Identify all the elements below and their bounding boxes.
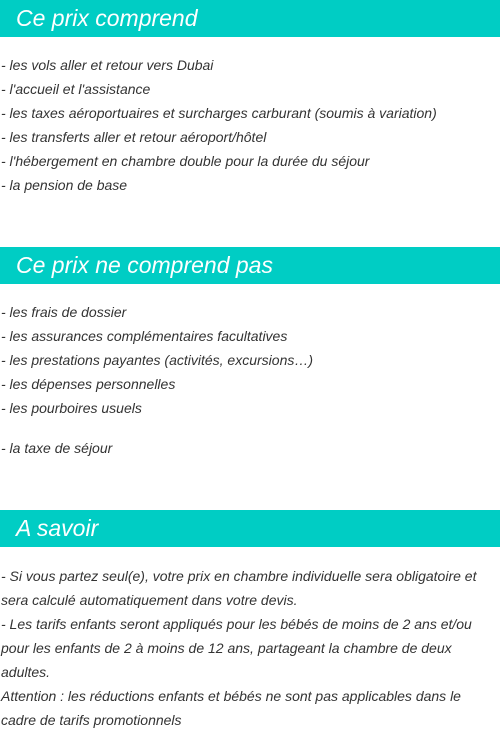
list-item: - l'hébergement en chambre double pour la durée du séjour bbox=[1, 153, 370, 169]
section-header-included: Ce prix comprend bbox=[0, 0, 500, 37]
section-header-not-included: Ce prix ne comprend pas bbox=[0, 247, 500, 284]
section-header-good-to-know: A savoir bbox=[0, 510, 500, 547]
list-item: - les taxes aéroportuaires et surcharges carburant (soumis à variation) bbox=[1, 105, 437, 121]
list-item: - les transferts aller et retour aéroport/hôtel bbox=[1, 129, 267, 145]
list-item: - la taxe de séjour bbox=[1, 440, 113, 456]
not-included-list bbox=[1, 300, 500, 460]
list-item: - les vols aller et retour vers Dubai bbox=[1, 57, 214, 73]
info-paragraph: Attention : les réductions enfants et bébés ne sont pas applicables dans le cadre de tarifs promotionnels bbox=[1, 688, 461, 728]
info-paragraph: - Si vous partez seul(e), votre prix en chambre individuelle sera obligatoire et sera calculé automatiquement dans votre devis. bbox=[1, 568, 477, 608]
included-list bbox=[1, 53, 500, 197]
info-paragraph: - Les tarifs enfants seront appliqués pour les bébés de moins de 2 ans et/ou pour les enfants de 2 à moins de 12 ans, partageant la chambre de deux adultes. bbox=[1, 616, 472, 680]
list-item: - les pourboires usuels bbox=[1, 400, 142, 416]
list-item: - la pension de base bbox=[1, 177, 128, 193]
list-item: - les assurances complémentaires facultatives bbox=[1, 328, 288, 344]
list-item: - les frais de dossier bbox=[1, 304, 127, 320]
list-item: - les prestations payantes (activités, excursions…) bbox=[1, 352, 314, 368]
list-item: - l'accueil et l'assistance bbox=[1, 81, 151, 97]
list-item: - les dépenses personnelles bbox=[1, 376, 176, 392]
